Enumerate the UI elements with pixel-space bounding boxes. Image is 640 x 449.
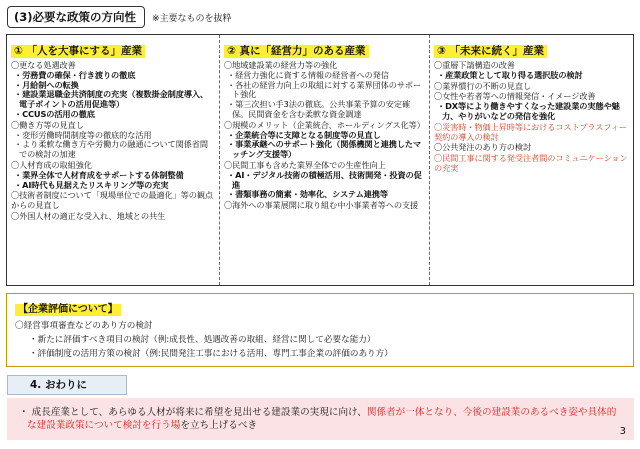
policy-item: 〇民間工事も含めた業界全体での生産性向上 <box>224 159 386 170</box>
closing-title: 4. おわりに <box>7 375 127 395</box>
column-people <box>7 35 220 285</box>
policy-item: 〇規模のメリット（企業統合、ホールディングス化等） <box>224 119 425 130</box>
policy-subitem: ・業界全体で人材育成をサポートする体制整備 <box>14 169 184 180</box>
policy-item: 〇更なる処遇改善 <box>11 60 76 70</box>
policy-subitem: ・より柔軟な働き方や労働力の融通について関係省間での検討の加速 <box>14 139 208 160</box>
policy-subitem: ・労務費の確保・行き渡りの徹底 <box>14 69 136 80</box>
policy-item: 〇外国人材の適正な受入れ、地域との共生 <box>11 210 166 221</box>
policy-frame <box>6 34 634 286</box>
evaluation-line: ・評価制度の活用方策の検討（例:民間発注工事における活用、専門工事企業の評価のあり方） <box>29 349 393 359</box>
evaluation-line: ・新たに評価すべき項目の検討（例:成長性、処遇改善の取組、経営に関して必要な能力） <box>29 335 376 345</box>
closing-text-highlight: 関係者が一体となり、今後の建設業のあるべき姿や具体的な建設業政策について検討を行う場 <box>27 407 617 431</box>
policy-item: 〇働き方等の見直し <box>11 119 84 130</box>
policy-item: 〇重層下請構造の改善 <box>434 60 515 70</box>
policy-subitem: ・AI・デジタル技術の積極活用、技術開発・投資の促進 <box>227 169 422 190</box>
policy-subitem: ・建設業退職金共済制度の充実（複数掛金制度導入、電子ポイントの活用促進等） <box>14 89 209 110</box>
column-items <box>224 61 425 211</box>
policy-subitem: ・企業統合等に支障となる制度等の見直し <box>227 129 381 140</box>
column-future <box>430 35 633 285</box>
policy-item: 〇業界慣行の不断の見直し <box>434 80 532 91</box>
policy-item: 〇公共発注のあり方の検討 <box>434 142 532 153</box>
column-heading: ① 「人を大事にする」産業 <box>11 45 145 58</box>
evaluation-box <box>6 293 634 367</box>
column-management <box>220 35 430 285</box>
closing-text <box>17 406 624 432</box>
closing-text-part: を立ち上げるべき <box>180 420 258 431</box>
policy-item: 〇地域建設業の経営力等の強化 <box>224 60 338 70</box>
policy-subitem: ・月給制への転換 <box>14 79 79 90</box>
policy-subitem: ・事業承継へのサポート強化（関係機関と連携したマッチング支援等） <box>227 139 422 160</box>
policy-subitem: ・書類事務の簡素・効率化、システム連携等 <box>227 189 388 200</box>
policy-item: 〇女性や若者等への情報発信・イメージ改善 <box>434 91 596 102</box>
policy-item: 〇民間工事に関する発受注者間のコミュニケーションの充実 <box>434 153 628 173</box>
policy-subitem: ・産業政策として取り得る選択肢の検討 <box>437 69 583 80</box>
note-text: ※主要なものを抜粋 <box>152 14 232 24</box>
policy-item: 〇海外への事業展開に取り組む中小事業者等への支援 <box>224 200 419 211</box>
policy-subitem: ・変形労働時間制度等の徹底的な活用 <box>14 129 152 140</box>
column-heading: ② 真に「経営力」のある産業 <box>224 45 369 58</box>
policy-item: 〇技術者制度について「現場単位での最適化」等の観点からの見直し <box>11 190 214 211</box>
evaluation-heading: 【企業評価について】 <box>15 304 121 316</box>
policy-item: 〇人材育成の取組強化 <box>11 159 92 170</box>
policy-item: 〇災害時・物価上昇時等におけるコストプラスフィー契約の導入の検討 <box>434 121 627 142</box>
page-number: 3 <box>619 426 626 437</box>
section-title: (3)必要な政策の方向性 <box>7 6 145 28</box>
closing-box <box>7 398 634 440</box>
policy-subitem: ・DX等により働きやすくなった建設業の実態や魅力、やりがいなどの発信を強化 <box>437 101 620 121</box>
policy-subitem: ・AI時代も見据えたリスキリング等の充実 <box>14 179 169 190</box>
policy-subitem: ・経営力強化に資する情報の経営者への発信 <box>227 69 389 80</box>
policy-subitem: ・各社の経営力向上の取組に対する業界団体のサポート強化 <box>227 79 422 100</box>
evaluation-line: 〇経営事項審査などのあり方の検討 <box>15 321 153 331</box>
policy-subitem: ・第三次担い手3法の徹底。公共事業予算の安定確保。民間資金を含む柔軟な資金調達 <box>227 99 411 119</box>
column-heading: ③ 「未来に続く」産業 <box>434 45 547 58</box>
policy-subitem: ・CCUSの活用の徹底 <box>14 108 95 119</box>
closing-text-part: ・ 成長産業として、あらゆる人材が将来に希望を見出せる建設業の実現に向け、 <box>19 407 367 418</box>
column-items <box>434 61 629 174</box>
column-items <box>11 61 215 222</box>
